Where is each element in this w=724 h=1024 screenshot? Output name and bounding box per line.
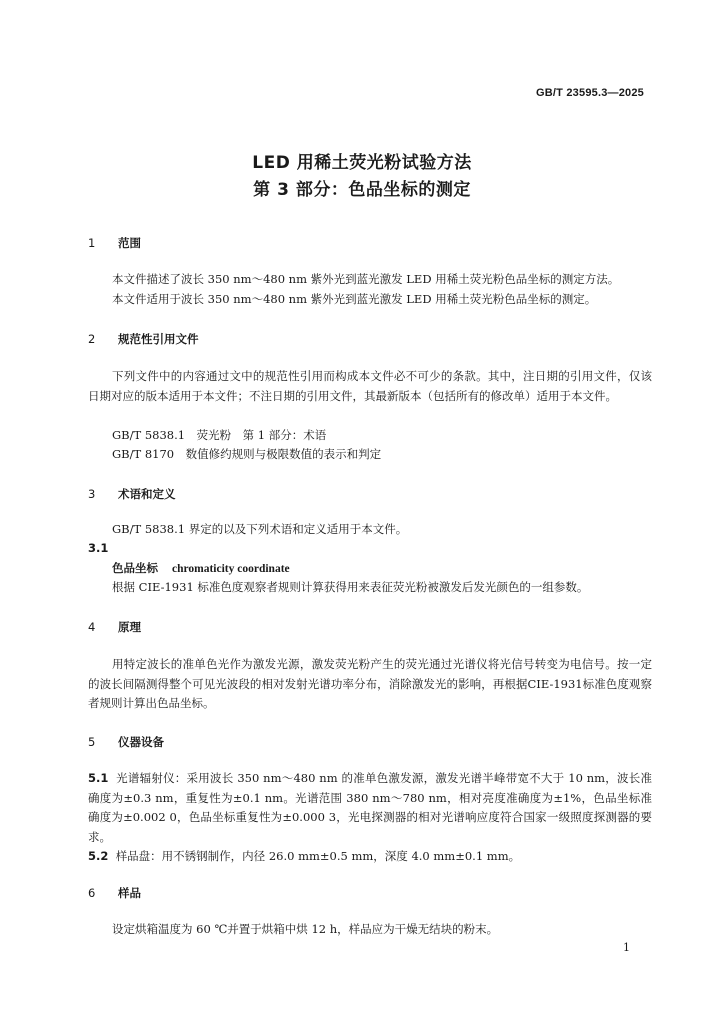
term-definition: 根据 CIE-1931 标准色度观察者规则计算获得用来表征荧光粉被激发后发光颜色的一组参数。	[112, 580, 589, 594]
term-entry	[112, 560, 290, 576]
section-number: 4	[88, 620, 96, 634]
section-number: 2	[88, 332, 96, 346]
equipment-item-5-2	[88, 848, 520, 864]
section-title: 范围	[118, 236, 142, 250]
term-chinese: 色品坐标	[112, 561, 158, 575]
reference-item: GB/T 5838.1 荧光粉 第 1 部分：术语	[112, 428, 327, 442]
document-subtitle: 第 3 部分：色品坐标的测定	[253, 180, 471, 200]
section-title: 规范性引用文件	[118, 332, 199, 346]
principle-paragraph: 用特定波长的准单色光作为激发光源，激发荧光粉产生的荧光通过光谱仪将光信号转变为电信号。按一定的波长间隔测得整个可见光波段的相对发射光谱功率分布，消除激发光的影响，再根据CIE-1931标准色度观察者规则计算出色品坐标。	[88, 657, 652, 710]
section-number: 6	[88, 886, 96, 900]
standard-code: GB/T 23595.3—2025	[536, 87, 644, 99]
scope-line-2: 本文件适用于波长 350 nm～480 nm 紫外光到蓝光激发 LED 用稀土荧光粉色品坐标的测定。	[112, 292, 597, 306]
section-number: 3	[88, 487, 96, 501]
item-number: 5.2	[88, 849, 109, 863]
section-number: 1	[88, 236, 96, 250]
section-1-heading	[88, 235, 141, 251]
item-number: 5.1	[88, 771, 109, 785]
section-title: 原理	[118, 620, 142, 634]
sample-paragraph: 设定烘箱温度为 60 ℃并置于烘箱中烘 12 h，样品应为干燥无结块的粉末。	[112, 922, 499, 936]
document-title: LED 用稀土荧光粉试验方法	[252, 153, 472, 173]
reference-item: GB/T 8170 数值修约规则与极限数值的表示和判定	[112, 447, 382, 461]
section-title: 仪器设备	[118, 735, 165, 749]
item-text: 光谱辐射仪：采用波长 350 nm～480 nm 的准单色激发源，激发光谱半峰带宽不大于 10 nm，波长准确度为±0.3 nm，重复性为±0.1 nm。光谱范围 380 nm～780 nm，相对亮度准确度为±1%，色品坐标准确度为±0.002 0，色品坐标重复性为±0.000 3，光电探测器的相对光谱响应度符合国家一级照度探测器的要求。	[88, 771, 652, 844]
item-text: 样品盘：用不锈钢制作，内径 26.0 mm±0.5 mm，深度 4.0 mm±0.1 mm。	[115, 849, 521, 863]
subclause-number: 3.1	[88, 541, 109, 555]
section-5-heading	[88, 734, 164, 750]
section-title: 样品	[118, 886, 142, 900]
section-title: 术语和定义	[118, 487, 176, 501]
term-english: chromaticity coordinate	[172, 563, 290, 575]
scope-line-1: 本文件描述了波长 350 nm～480 nm 紫外光到蓝光激发 LED 用稀土荧光粉色品坐标的测定方法。	[112, 272, 620, 286]
section-number: 5	[88, 735, 96, 749]
section-6-heading	[88, 885, 141, 901]
section-4-heading	[88, 619, 141, 635]
page-number: 1	[623, 941, 630, 954]
equipment-item-5-1	[88, 769, 652, 847]
normative-references-paragraph: 下列文件中的内容通过文中的规范性引用而构成本文件必不可少的条款。其中，注日期的引用文件，仅该日期对应的版本适用于本文件；不注日期的引用文件，其最新版本（包括所有的修改单）适用于本文件。	[88, 369, 652, 403]
terms-intro: GB/T 5838.1 界定的以及下列术语和定义适用于本文件。	[112, 522, 408, 536]
section-3-heading	[88, 486, 176, 502]
section-2-heading	[88, 331, 199, 347]
